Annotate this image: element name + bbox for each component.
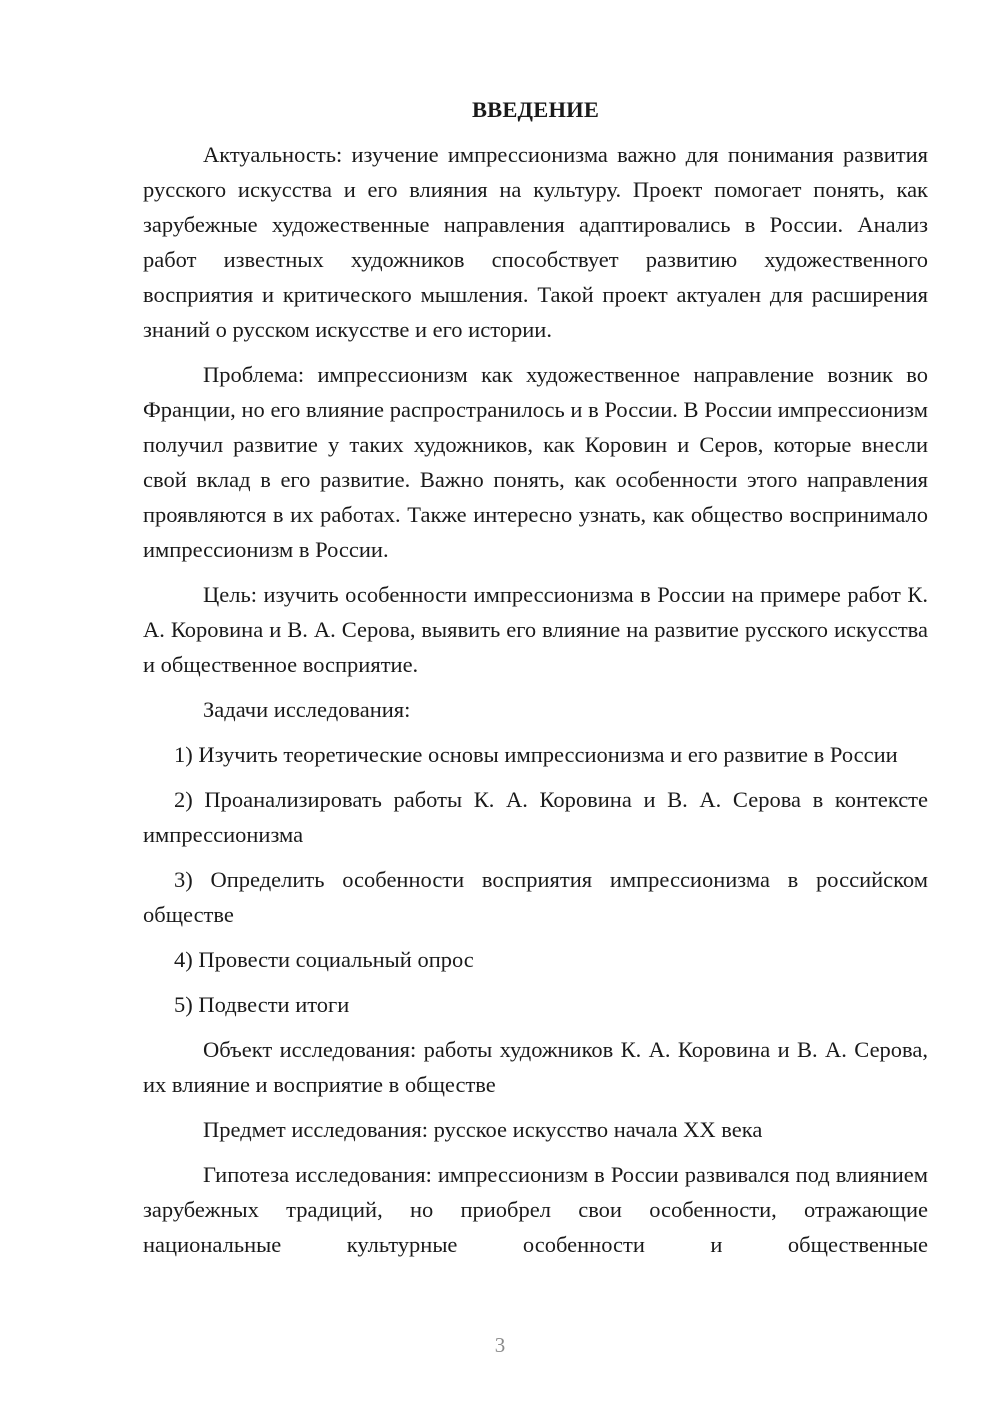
tasks-heading: Задачи исследования: — [203, 697, 411, 722]
page-title: ВВЕДЕНИЕ — [471, 97, 600, 122]
task-item-4: 4) Провести социальный опрос — [174, 947, 474, 972]
task-item-2: 2) Проанализировать работы К. А. Коровина и В. А. Серова в контексте импрессионизма — [143, 787, 928, 847]
task-item-3: 3) Определить особенности восприятия импрессионизма в российском обществе — [143, 867, 928, 927]
page-number: 3 — [494, 1333, 506, 1357]
goal-paragraph: Цель: изучить особенности импрессионизма в России на примере работ К. А. Коровина и В. А. Серова, выявить его влияние на развитие русского искусства и общественное восприятие. — [143, 582, 928, 677]
task-item-5: 5) Подвести итоги — [174, 992, 350, 1017]
subject-paragraph: Предмет исследования: русское искусство начала XX века — [203, 1117, 763, 1142]
hypothesis-paragraph: Гипотеза исследования: импрессионизм в России развивался под влиянием зарубежных традиций, но приобрел свои особенности, отражающие национальные культурные особенности и общественные — [143, 1162, 928, 1257]
task-item-1: 1) Изучить теоретические основы импрессионизма и его развитие в России — [174, 742, 898, 767]
problem-paragraph: Проблема: импрессионизм как художественное направление возник во Франции, но его влияние распространилось и в России. В России импрессионизм получил развитие у таких художников, как Коровин и Серов, которые внесли свой вклад в его развитие. Важно понять, как особенности этого направления проявляются в их работах. Также интересно узнать, как общество воспринимало импрессионизм в России. — [143, 362, 928, 562]
relevance-paragraph: Актуальность: изучение импрессионизма важно для понимания развития русского искусства и его влияния на культуру. Проект помогает понять, как зарубежные художественные направления адаптировались в России. Анализ работ известных художников способствует развитию художественного восприятия и критического мышления. Такой проект актуален для расширения знаний о русском искусстве и его истории. — [143, 142, 928, 342]
page-content — [143, 92, 928, 1272]
object-paragraph: Объект исследования: работы художников К. А. Коровина и В. А. Серова, их влияние и восприятие в обществе — [143, 1037, 928, 1097]
